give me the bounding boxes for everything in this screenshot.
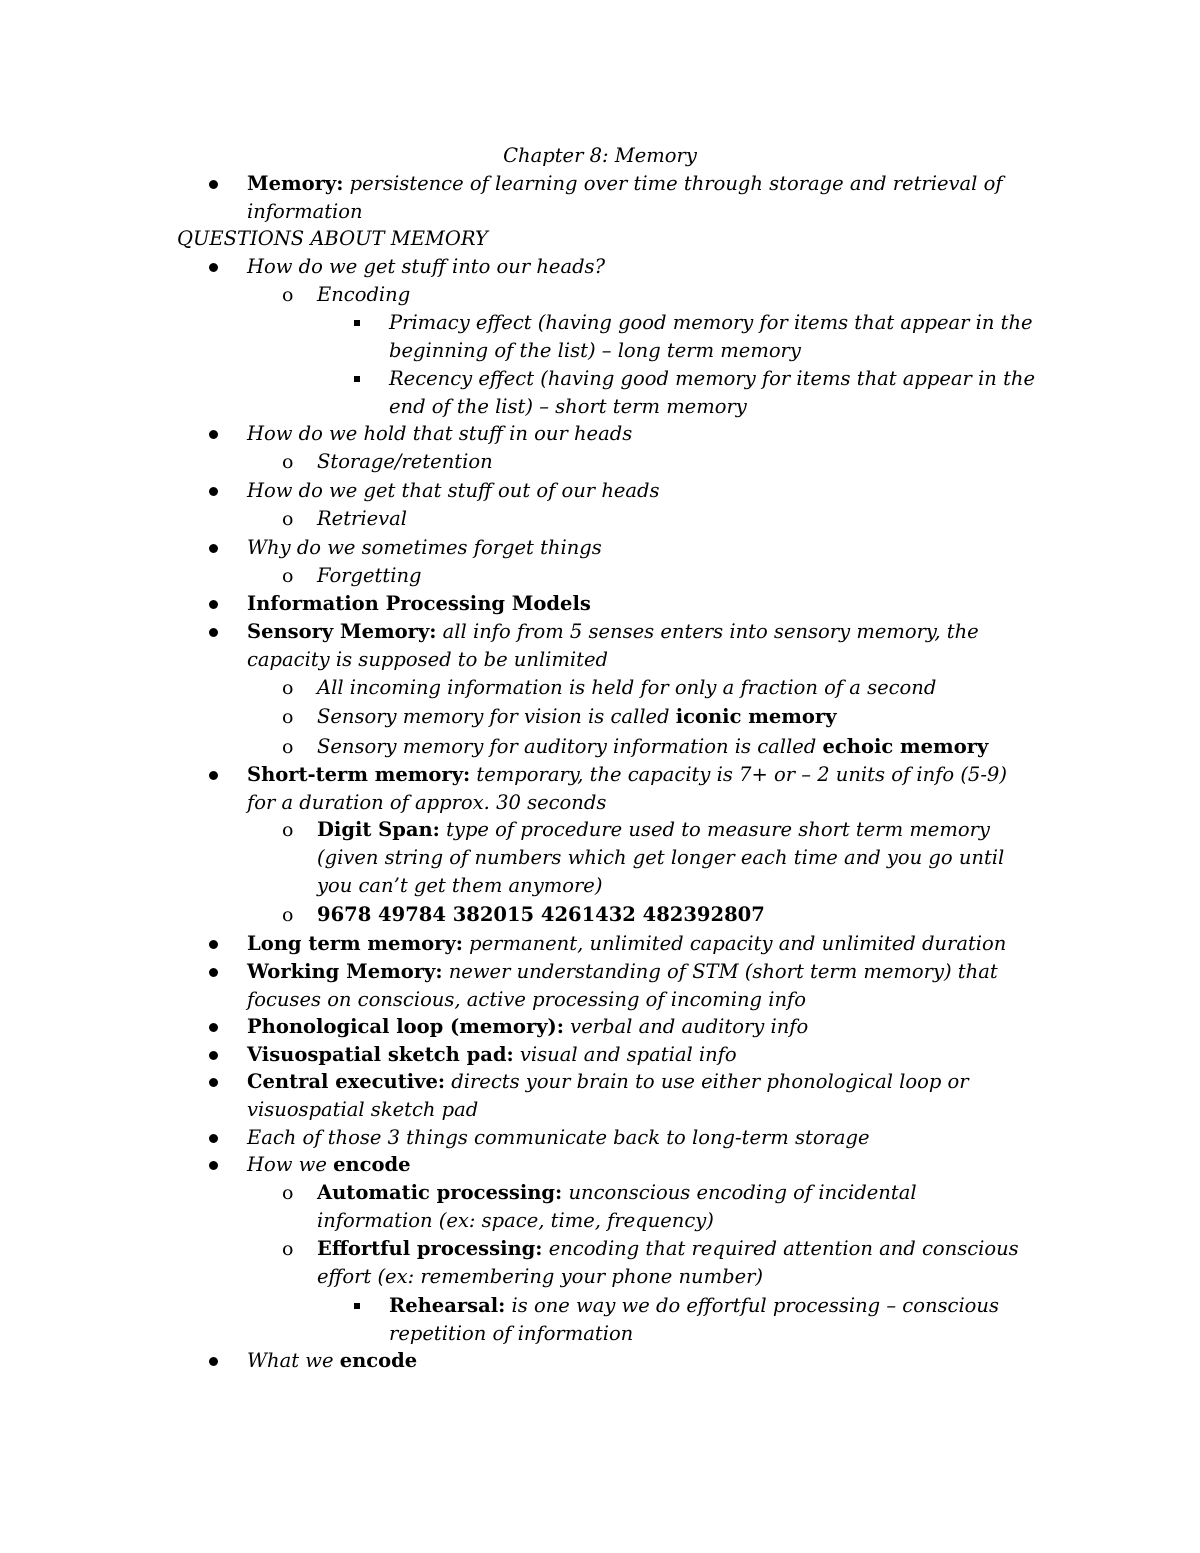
list-item-sensory-memory	[247, 618, 1037, 674]
term-visuospatial: Visuospatial sketch pad:	[247, 1043, 514, 1066]
term-encode: encode	[333, 1153, 411, 1176]
term-digit-span: Digit Span:	[317, 818, 440, 841]
item-text: What we	[247, 1349, 340, 1372]
term-effortful-processing: Effortful processing:	[317, 1237, 543, 1260]
sub-item-automatic-processing	[282, 1179, 1037, 1235]
circle-marker: o	[282, 451, 294, 473]
sub-item-sensory-duration	[282, 674, 1037, 702]
list-item-how-we-encode	[247, 1151, 1037, 1179]
sub-item-text: Sensory memory for auditory information is called	[317, 735, 823, 758]
definition-central-executive: directs your brain to use either phonological loop or visuospatial sketch pad	[247, 1070, 969, 1121]
sub-item-digit-examples	[282, 901, 1037, 929]
sub-item-text: Forgetting	[317, 564, 422, 587]
circle-marker: o	[282, 904, 294, 926]
sub-item-text: Sensory memory for vision is called	[317, 705, 676, 728]
sub-item-text: Storage/retention	[317, 450, 493, 473]
sub-item-text: Encoding	[317, 283, 411, 306]
definition-long-term-memory: permanent, unlimited capacity and unlimited duration	[462, 932, 1007, 955]
definition-short-term-memory: temporary, the capacity is 7+ or – 2 units of info (5-9) for a duration of approx. 30 seconds	[247, 763, 1007, 814]
section-heading: QUESTIONS ABOUT MEMORY	[177, 227, 488, 250]
term-phonological-loop: Phonological loop (memory):	[247, 1015, 564, 1038]
term-central-executive: Central executive:	[247, 1070, 446, 1093]
definition-automatic-processing: unconscious encoding of incidental information (ex: space, time, frequency)	[317, 1181, 917, 1232]
definition-digit-span: type of procedure used to measure short term memory (given string of numbers which get longer each time and you go until you can’t get them anymore)	[317, 818, 1005, 897]
sub-sub-item-recency	[389, 365, 1049, 421]
term-long-term-memory: Long term memory:	[247, 932, 463, 955]
sub-item-echoic-memory	[282, 733, 1037, 761]
term-echoic-memory: echoic memory	[822, 735, 989, 758]
circle-marker: o	[282, 508, 294, 530]
term-working-memory: Working Memory:	[247, 960, 443, 983]
sub-item-storage	[282, 448, 1037, 476]
circle-marker: o	[282, 736, 294, 758]
list-item-communicate	[247, 1124, 1037, 1152]
definition-effortful-processing: encoding that required attention and conscious effort (ex: remembering your phone number)	[317, 1237, 1019, 1288]
circle-marker: o	[282, 565, 294, 587]
sub-item-encoding	[282, 281, 1037, 309]
question-text: How do we get that stuff out of our heads	[247, 479, 660, 502]
sub-item-forgetting	[282, 562, 1037, 590]
item-text: Each of those 3 things communicate back to long-term storage	[247, 1126, 870, 1149]
definition-working-memory: newer understanding of STM (short term memory) that focuses on conscious, active processing of incoming info	[247, 960, 998, 1011]
term-rehearsal: Rehearsal:	[389, 1294, 506, 1317]
list-item-information-processing	[247, 590, 1037, 618]
item-text: How we	[247, 1153, 334, 1176]
circle-marker: o	[282, 284, 294, 306]
sub-sub-item-rehearsal	[389, 1292, 1049, 1348]
list-item-memory-definition	[247, 170, 1037, 226]
recency-text: Recency effect (having good memory for items that appear in the end of the list) – short term memory	[389, 367, 1036, 418]
circle-marker: o	[282, 706, 294, 728]
definition-rehearsal: is one way we do effortful processing – conscious repetition of information	[389, 1294, 999, 1345]
list-item-visuospatial	[247, 1041, 1037, 1069]
sub-sub-item-primacy	[389, 309, 1049, 365]
list-item-long-term-memory	[247, 930, 1037, 958]
definition-memory: persistence of learning over time through storage and retrieval of information	[247, 172, 1003, 223]
sub-item-digit-span	[282, 816, 1037, 900]
digit-examples: 9678 49784 382015 4261432 482392807	[317, 903, 765, 926]
list-item-question-storage	[247, 420, 1037, 448]
sub-item-text: Retrieval	[317, 507, 408, 530]
list-item-question-forgetting	[247, 534, 1037, 562]
definition-visuospatial: visual and spatial info	[513, 1043, 737, 1066]
list-item-what-we-encode	[247, 1347, 1037, 1375]
circle-marker: o	[282, 819, 294, 841]
term-information-processing: Information Processing Models	[247, 592, 591, 615]
question-text: Why do we sometimes forget things	[247, 536, 602, 559]
term-short-term-memory: Short-term memory:	[247, 763, 471, 786]
term-encode: encode	[339, 1349, 418, 1372]
term-sensory-memory: Sensory Memory:	[247, 620, 437, 643]
list-item-question-encoding	[247, 253, 1037, 281]
page-title: Chapter 8: Memory	[503, 144, 697, 167]
list-item-working-memory	[247, 958, 1037, 1014]
circle-marker: o	[282, 1182, 294, 1204]
term-iconic-memory: iconic memory	[675, 705, 837, 728]
primacy-text: Primacy effect (having good memory for items that appear in the beginning of the list) – long term memory	[389, 311, 1033, 362]
question-text: How do we hold that stuff in our heads	[247, 422, 633, 445]
sub-item-iconic-memory	[282, 703, 1037, 731]
question-text: How do we get stuff into our heads?	[247, 255, 606, 278]
circle-marker: o	[282, 677, 294, 699]
term-automatic-processing: Automatic processing:	[317, 1181, 563, 1204]
list-item-short-term-memory	[247, 761, 1037, 817]
sub-item-retrieval	[282, 505, 1037, 533]
circle-marker: o	[282, 1238, 294, 1260]
list-item-central-executive	[247, 1068, 1037, 1124]
definition-phonological-loop: verbal and auditory info	[563, 1015, 809, 1038]
sub-item-text: All incoming information is held for only a fraction of a second	[317, 676, 937, 699]
list-item-phonological-loop	[247, 1013, 1037, 1041]
term-memory: Memory:	[247, 172, 344, 195]
list-item-question-retrieval	[247, 477, 1037, 505]
definition-sensory-memory: all info from 5 senses enters into sensory memory, the capacity is supposed to be unlimited	[247, 620, 979, 671]
sub-item-effortful-processing	[282, 1235, 1037, 1291]
